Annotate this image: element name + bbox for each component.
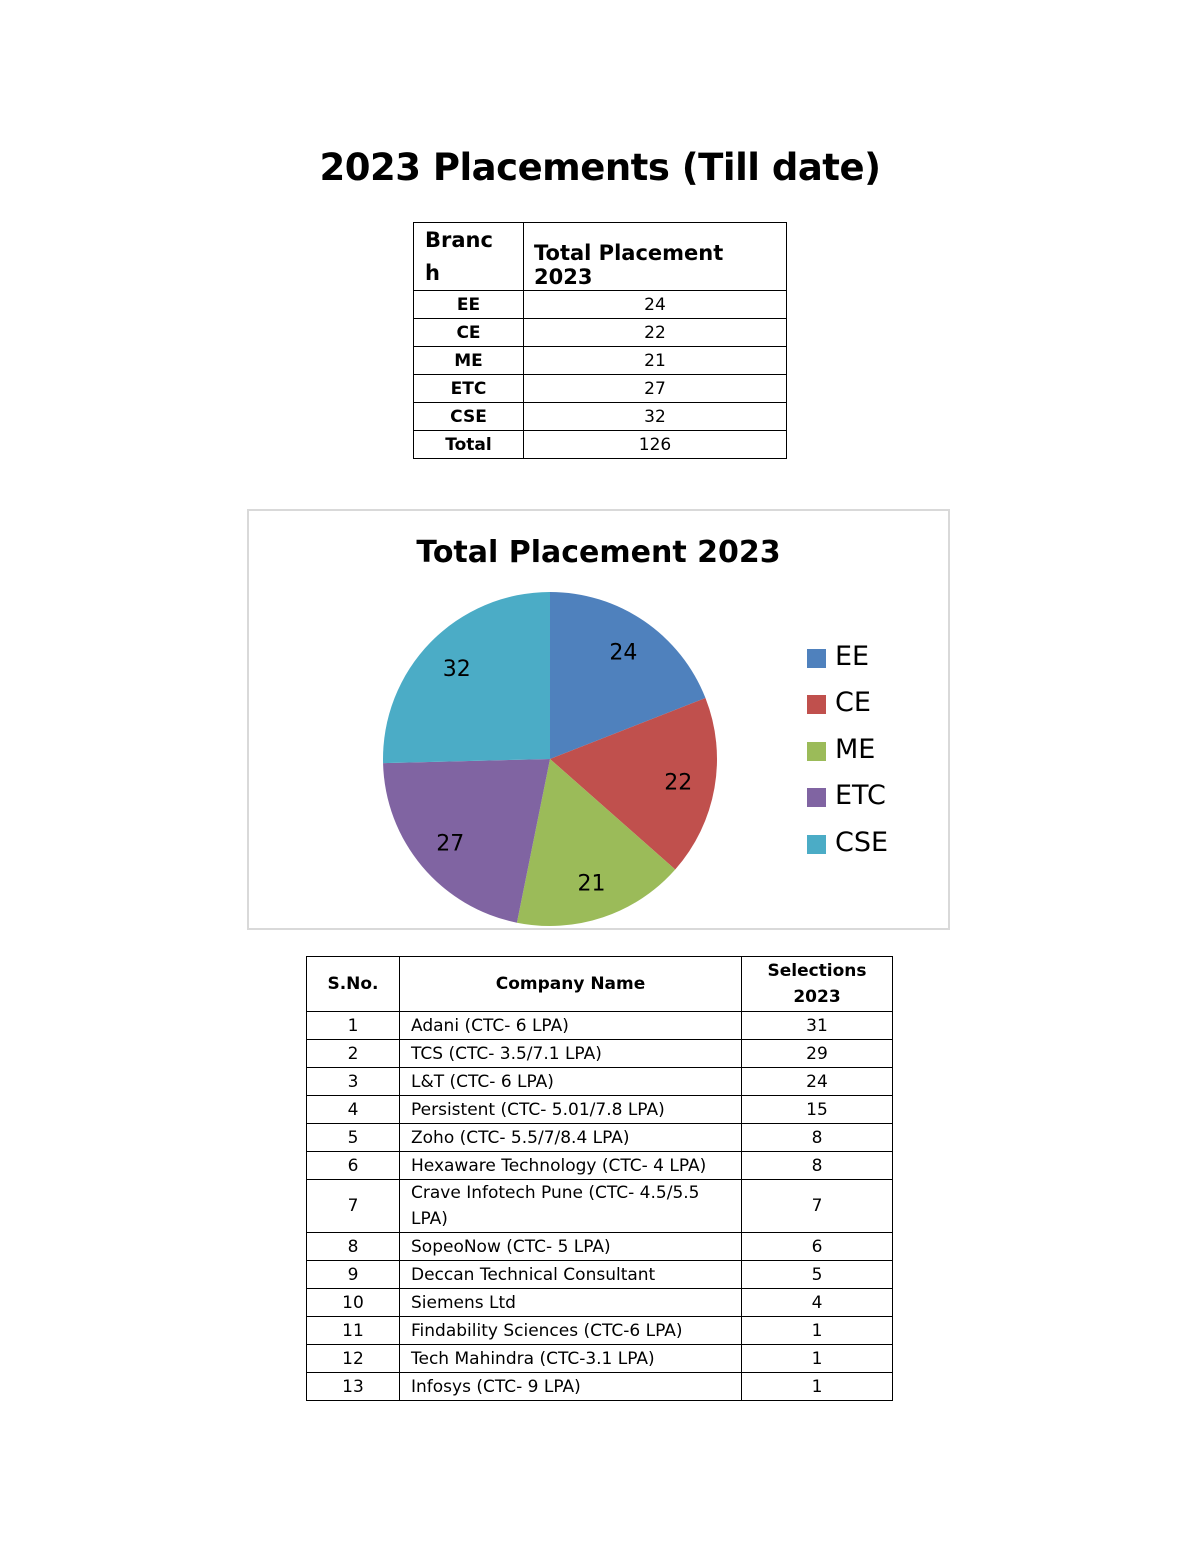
- table-row: [307, 1345, 893, 1373]
- company-name-cell: Crave Infotech Pune (CTC- 4.5/5.5 LPA): [400, 1180, 742, 1233]
- selections-cell: 15: [742, 1096, 893, 1124]
- chart-title: Total Placement 2023: [416, 535, 781, 570]
- selections-cell: 4: [742, 1289, 893, 1317]
- legend-swatch: [807, 788, 826, 807]
- total-cell: 27: [524, 375, 787, 403]
- sno-cell: 6: [307, 1152, 400, 1180]
- table-row: [414, 403, 787, 431]
- company-name-column-header: Company Name: [400, 957, 742, 1012]
- sno-cell: 11: [307, 1317, 400, 1345]
- selections-cell: 24: [742, 1068, 893, 1096]
- branch-cell: CE: [414, 319, 524, 347]
- legend-label: ME: [835, 733, 876, 765]
- sno-cell: 5: [307, 1124, 400, 1152]
- company-name-cell: Infosys (CTC- 9 LPA): [400, 1373, 742, 1401]
- sno-column-header: S.No.: [307, 957, 400, 1012]
- selections-column-header: Selections 2023: [742, 957, 893, 1012]
- table-row: [307, 1152, 893, 1180]
- legend-label: ETC: [835, 780, 886, 812]
- company-table-body: [307, 1012, 893, 1401]
- table-row: [307, 1289, 893, 1317]
- branch-table-body: [414, 291, 787, 459]
- legend-label: EE: [835, 641, 870, 672]
- table-header-row: [307, 957, 893, 1012]
- company-name-cell: L&T (CTC- 6 LPA): [400, 1068, 742, 1096]
- company-name-cell: SopeoNow (CTC- 5 LPA): [400, 1233, 742, 1261]
- selections-cell: 7: [742, 1180, 893, 1233]
- sno-cell: 2: [307, 1040, 400, 1068]
- branch-cell: CSE: [414, 403, 524, 431]
- legend-label: CSE: [835, 826, 889, 858]
- table-row: [307, 1124, 893, 1152]
- page-title: 2023 Placements (Till date): [319, 146, 881, 189]
- total-cell: 21: [524, 347, 787, 375]
- selections-cell: 29: [742, 1040, 893, 1068]
- branch-cell: Total: [414, 431, 524, 459]
- selections-cell: 1: [742, 1373, 893, 1401]
- selections-cell: 8: [742, 1152, 893, 1180]
- sno-cell: 13: [307, 1373, 400, 1401]
- table-row: [307, 1012, 893, 1040]
- table-row: [414, 347, 787, 375]
- sno-cell: 3: [307, 1068, 400, 1096]
- data-label-ee: 24: [609, 640, 638, 666]
- selections-cell: 1: [742, 1345, 893, 1373]
- company-selections-table: [306, 956, 893, 1401]
- sno-cell: 10: [307, 1289, 400, 1317]
- table-row: [414, 431, 787, 459]
- selections-cell: 6: [742, 1233, 893, 1261]
- placement-pie-chart: [247, 509, 950, 930]
- sno-cell: 12: [307, 1345, 400, 1373]
- total-cell: 24: [524, 291, 787, 319]
- company-name-cell: Deccan Technical Consultant: [400, 1261, 742, 1289]
- company-name-cell: Zoho (CTC- 5.5/7/8.4 LPA): [400, 1124, 742, 1152]
- table-row: [307, 1373, 893, 1401]
- sno-cell: 8: [307, 1233, 400, 1261]
- data-label-cse: 32: [442, 657, 471, 683]
- company-name-cell: Hexaware Technology (CTC- 4 LPA): [400, 1152, 742, 1180]
- legend-swatch: [807, 649, 826, 668]
- table-header-row: [414, 223, 787, 291]
- selections-cell: 5: [742, 1261, 893, 1289]
- total-cell: 32: [524, 403, 787, 431]
- branch-cell: ETC: [414, 375, 524, 403]
- company-name-cell: TCS (CTC- 3.5/7.1 LPA): [400, 1040, 742, 1068]
- table-row: [307, 1180, 893, 1233]
- table-row: [307, 1261, 893, 1289]
- legend-swatch: [807, 835, 826, 854]
- company-name-cell: Tech Mahindra (CTC-3.1 LPA): [400, 1345, 742, 1373]
- data-label-etc: 27: [436, 831, 465, 857]
- table-row: [307, 1068, 893, 1096]
- legend-swatch: [807, 695, 826, 714]
- branch-placement-table: [413, 222, 787, 459]
- company-name-cell: Siemens Ltd: [400, 1289, 742, 1317]
- company-name-cell: Findability Sciences (CTC-6 LPA): [400, 1317, 742, 1345]
- legend-label: CE: [835, 687, 871, 719]
- legend-swatch: [807, 742, 826, 761]
- table-row: [307, 1096, 893, 1124]
- table-row: [414, 375, 787, 403]
- sno-cell: 4: [307, 1096, 400, 1124]
- total-placement-column-header: Total Placement 2023: [524, 223, 787, 291]
- total-cell: 126: [524, 431, 787, 459]
- branch-cell: EE: [414, 291, 524, 319]
- table-row: [307, 1317, 893, 1345]
- sno-cell: 1: [307, 1012, 400, 1040]
- sno-cell: 9: [307, 1261, 400, 1289]
- company-name-cell: Adani (CTC- 6 LPA): [400, 1012, 742, 1040]
- table-row: [414, 319, 787, 347]
- selections-cell: 31: [742, 1012, 893, 1040]
- company-name-cell: Persistent (CTC- 5.01/7.8 LPA): [400, 1096, 742, 1124]
- selections-cell: 1: [742, 1317, 893, 1345]
- sno-cell: 7: [307, 1180, 400, 1233]
- table-row: [307, 1233, 893, 1261]
- table-row: [307, 1040, 893, 1068]
- branch-column-header: Branc h: [414, 223, 524, 291]
- data-label-ce: 22: [664, 770, 693, 796]
- branch-cell: ME: [414, 347, 524, 375]
- total-cell: 22: [524, 319, 787, 347]
- data-label-me: 21: [577, 871, 606, 897]
- table-row: [414, 291, 787, 319]
- selections-cell: 8: [742, 1124, 893, 1152]
